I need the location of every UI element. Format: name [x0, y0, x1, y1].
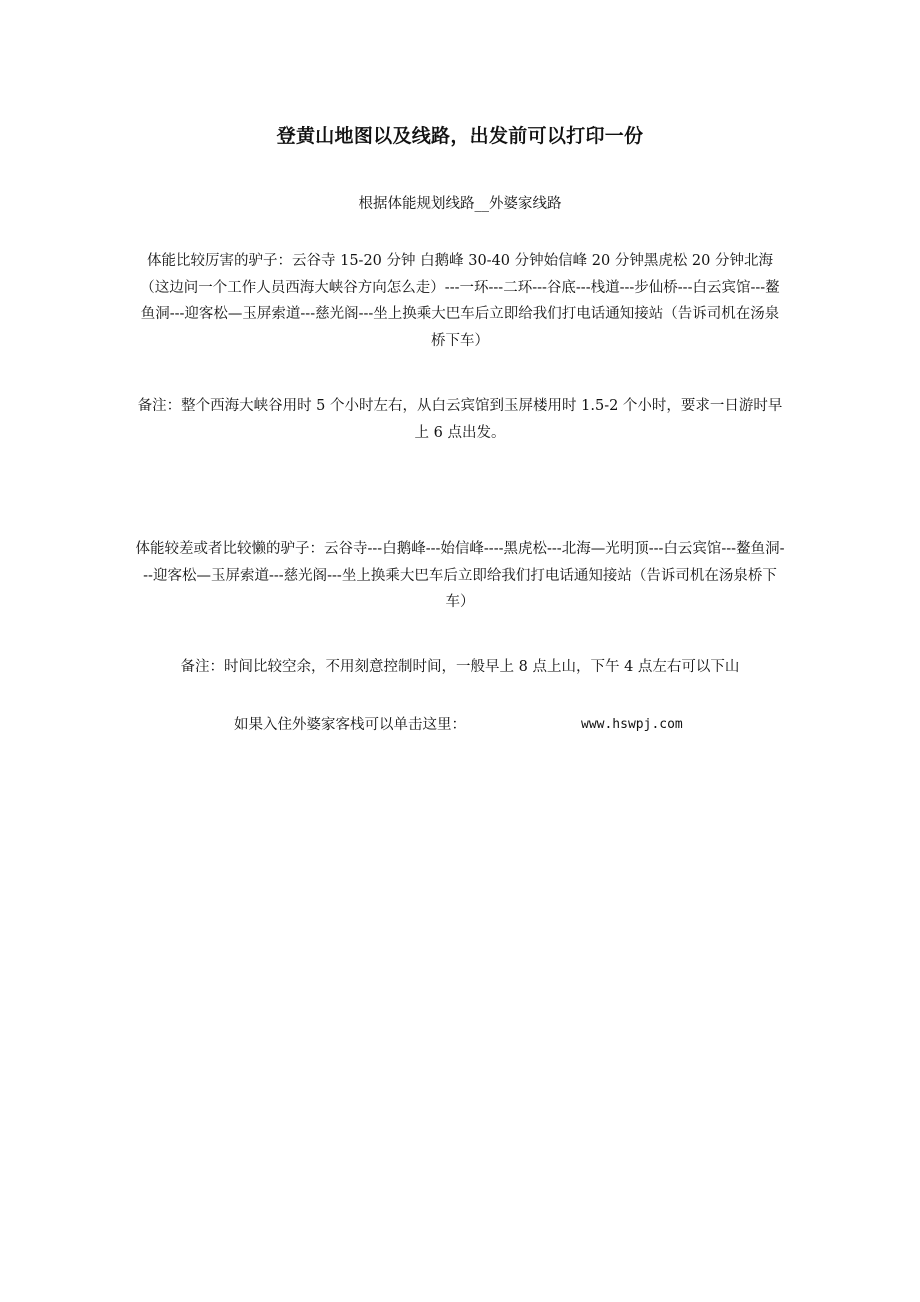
route-easy-paragraph: 体能较差或者比较懒的驴子：云谷寺---白鹅峰---始信峰----黑虎松---北海—光明顶---白云宾馆---鳌鱼洞---迎客松—玉屏索道---慈光阁---坐上换乘大巴车后立即给我们打电话通知接站（告诉司机在汤泉桥下车）	[135, 541, 785, 610]
note-easy-paragraph: 备注：时间比较空余，不用刻意控制时间，一般早上 8 点上山，下午 4 点左右可以下山	[180, 659, 740, 675]
route-strong-paragraph: 体能比较厉害的驴子：云谷寺 15-20 分钟 白鹅峰 30-40 分钟始信峰 20 分钟黑虎松 20 分钟北海（这边问一个工作人员西海大峡谷方向怎么走）---一环---二环---谷底---栈道---步仙桥---白云宾馆---鳌鱼洞---迎客松—玉屏索道---慈光阁---坐上换乘大巴车后立即给我们打电话通知接站（告诉司机在汤泉桥下车）	[140, 253, 780, 349]
document-subtitle: 根据体能规划线路__外婆家线路	[358, 196, 562, 212]
note-strong-paragraph: 备注：整个西海大峡谷用时 5 个小时左右，从白云宾馆到玉屏楼用时 1.5-2 个小时，要求一日游时早上 6 点出发。	[137, 398, 783, 441]
footer-label: 如果入住外婆家客栈可以单击这里：	[234, 717, 466, 733]
website-link[interactable]: www.hswpj.com	[581, 717, 683, 732]
document-title: 登黄山地图以及线路，出发前可以打印一份	[276, 125, 644, 147]
